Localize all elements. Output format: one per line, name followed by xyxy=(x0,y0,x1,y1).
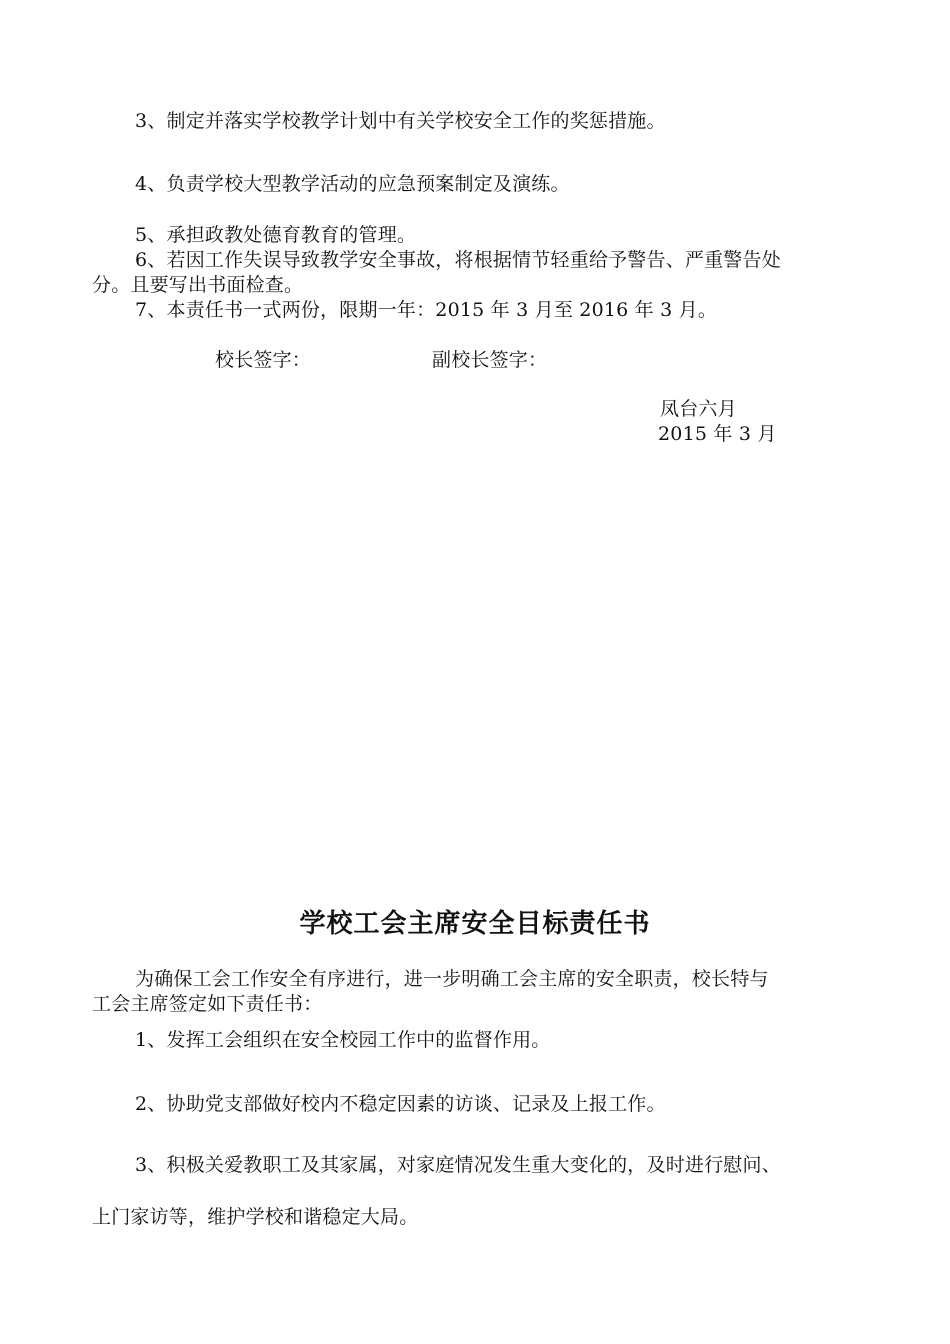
document-title: 学校工会主席安全目标责任书 xyxy=(299,909,651,939)
union-item-3-text-line-2: 上门家访等，维护学校和谐稳定大局。 xyxy=(92,1206,419,1228)
item-4-text: 4、负责学校大型教学活动的应急预案制定及演练。 xyxy=(135,173,570,195)
union-item-3-text-line-1: 3、积极关爱教职工及其家属，对家庭情况发生重大变化的，及时进行慰问、 xyxy=(135,1154,781,1176)
school-name: 凤台六月 xyxy=(660,398,737,420)
item-3-text: 3、制定并落实学校教学计划中有关学校安全工作的奖惩措施。 xyxy=(135,110,666,132)
item-5-text: 5、承担政教处德育教育的管理。 xyxy=(135,224,417,246)
vice-principal-signature-label: 副校长签字： xyxy=(432,349,548,371)
intro-text-line-1: 为确保工会工作安全有序进行，进一步明确工会主席的安全职责，校长特与 xyxy=(135,968,769,990)
intro-text-line-2: 工会主席签定如下责任书： xyxy=(92,993,323,1015)
union-item-2-text: 2、协助党支部做好校内不稳定因素的访谈、记录及上报工作。 xyxy=(135,1093,666,1115)
union-item-1-text: 1、发挥工会组织在安全校园工作中的监督作用。 xyxy=(135,1029,551,1051)
item-7-text: 7、本责任书一式两份，限期一年：2015 年 3 月至 2016 年 3 月。 xyxy=(135,299,718,321)
principal-signature-label: 校长签字： xyxy=(215,349,312,371)
signing-date: 2015 年 3 月 xyxy=(658,423,777,445)
item-6-text-line-2: 分。且要写出书面检查。 xyxy=(92,274,304,296)
item-6-text-line-1: 6、若因工作失误导致教学安全事故，将根据情节轻重给予警告、严重警告处 xyxy=(135,249,781,271)
